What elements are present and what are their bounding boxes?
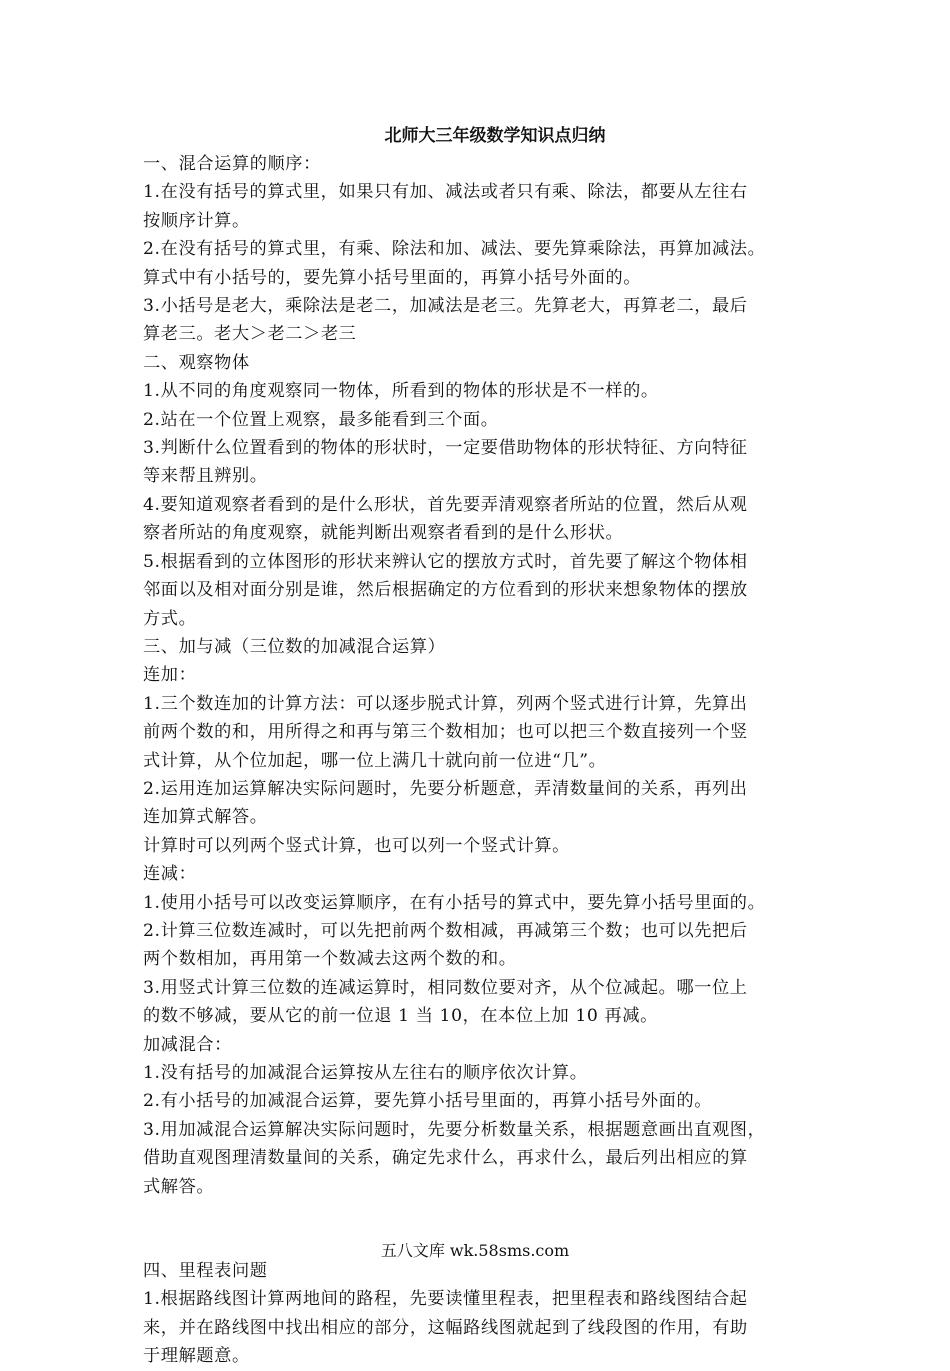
text-line: 5.根据看到的立体图形的形状来辨认它的摆放方式时，首先要了解这个物体相 xyxy=(143,551,748,572)
text-line: 于理解题意。 xyxy=(143,1346,250,1367)
text-line: 算式中有小括号的，要先算小括号里面的，再算小括号外面的。 xyxy=(143,267,642,288)
section-3-sub1-lines xyxy=(143,690,807,860)
text-line: 1.使用小括号可以改变运算顺序，在有小括号的算式中，要先算小括号里面的。 xyxy=(143,892,766,913)
text-line: 连加算式解答。 xyxy=(143,807,268,828)
section-heading: 四、里程表问题 xyxy=(143,1261,268,1282)
text-line: 两个数相加，再用第一个数减去这两个数的和。 xyxy=(143,949,517,970)
subsection-label: 连加： xyxy=(143,665,197,686)
text-line: 计算时可以列两个竖式计算，也可以列一个竖式计算。 xyxy=(143,835,570,856)
text-line: 3.用竖式计算三位数的连减运算时，相同数位要对齐，从个位减起。哪一位上 xyxy=(143,977,748,998)
text-line: 按顺序计算。 xyxy=(143,210,250,231)
text-line: 3.小括号是老大，乘除法是老二，加减法是老三。先算老大，再算老二，最后 xyxy=(143,296,748,317)
subsection-label: 连减： xyxy=(143,864,197,885)
page-footer-watermark: 五八文库 wk.58sms.com xyxy=(380,1241,570,1260)
section-3-sub3-lines xyxy=(143,1059,807,1201)
text-line: 方式。 xyxy=(143,608,197,629)
text-line: 4.要知道观察者看到的是什么形状，首先要弄清观察者所站的位置，然后从观 xyxy=(143,494,748,515)
text-line: 2.站在一个位置上观察，最多能看到三个面。 xyxy=(143,409,499,430)
text-line: 2.有小括号的加减混合运算，要先算小括号里面的，再算小括号外面的。 xyxy=(143,1091,713,1112)
section-heading: 三、加与减（三位数的加减混合运算） xyxy=(143,636,446,657)
text-line: 来，并在路线图中找出相应的部分，这幅路线图就起到了线段图的作用，有助 xyxy=(143,1317,748,1338)
section-2-lines xyxy=(143,377,807,633)
text-line: 算老三。老大＞老二＞老三 xyxy=(143,324,357,345)
text-line: 1.根据路线图计算两地间的路程，先要读懂里程表，把里程表和路线图结合起 xyxy=(143,1289,748,1310)
text-line: 2.在没有括号的算式里，有乘、除法和加、减法、要先算乘除法，再算加减法。 xyxy=(143,239,766,260)
text-line: 借助直观图理清数量间的关系，确定先求什么，再求什么，最后列出相应的算 xyxy=(143,1148,748,1169)
section-heading: 二、观察物体 xyxy=(143,352,250,373)
text-line: 3.判断什么位置看到的物体的形状时，一定要借助物体的形状特征、方向特征 xyxy=(143,438,748,459)
text-line: 邻面以及相对面分别是谁，然后根据确定的方位看到的形状来想象物体的摆放 xyxy=(143,580,748,601)
section-1-lines xyxy=(143,178,807,348)
text-line: 3.用加减混合运算解决实际问题时，先要分析数量关系，根据题意画出直观图， xyxy=(143,1119,766,1140)
page-title: 北师大三年级数学知识点归纳 xyxy=(384,126,606,146)
text-line: 前两个数的和，用所得之和再与第三个数相加；也可以把三个数直接列一个竖 xyxy=(143,722,748,743)
text-line: 式计算，从个位加起，哪一位上满几十就向前一位进“几”。 xyxy=(143,750,607,771)
section-3-sub2-lines xyxy=(143,889,807,1031)
text-line: 式解答。 xyxy=(143,1176,215,1197)
text-line: 1.从不同的角度观察同一物体，所看到的物体的形状是不一样的。 xyxy=(143,381,659,402)
section-heading: 一、混合运算的顺序： xyxy=(143,154,321,174)
text-line: 1.在没有括号的算式里，如果只有加、减法或者只有乘、除法，都要从左往右 xyxy=(143,182,748,203)
text-line: 1.没有括号的加减混合运算按从左往右的顺序依次计算。 xyxy=(143,1063,588,1083)
text-line: 2.运用连加运算解决实际问题时，先要分析题意，弄清数量间的关系，再列出 xyxy=(143,778,748,799)
document-body xyxy=(143,122,807,1371)
text-line: 等来帮且辨别。 xyxy=(143,466,268,487)
text-line: 察者所站的角度观察，就能判断出观察者看到的是什么形状。 xyxy=(143,523,624,544)
text-line: 的数不够减，要从它的前一位退 1 当 10，在本位上加 10 再减。 xyxy=(143,1006,658,1027)
section-4-lines xyxy=(143,1285,807,1370)
text-line: 2.计算三位数连减时，可以先把前两个数相减，再减第三个数；也可以先把后 xyxy=(143,920,748,941)
text-line: 1.三个数连加的计算方法：可以逐步脱式计算，列两个竖式进行计算，先算出 xyxy=(143,693,748,714)
subsection-label: 加减混合： xyxy=(143,1034,232,1055)
